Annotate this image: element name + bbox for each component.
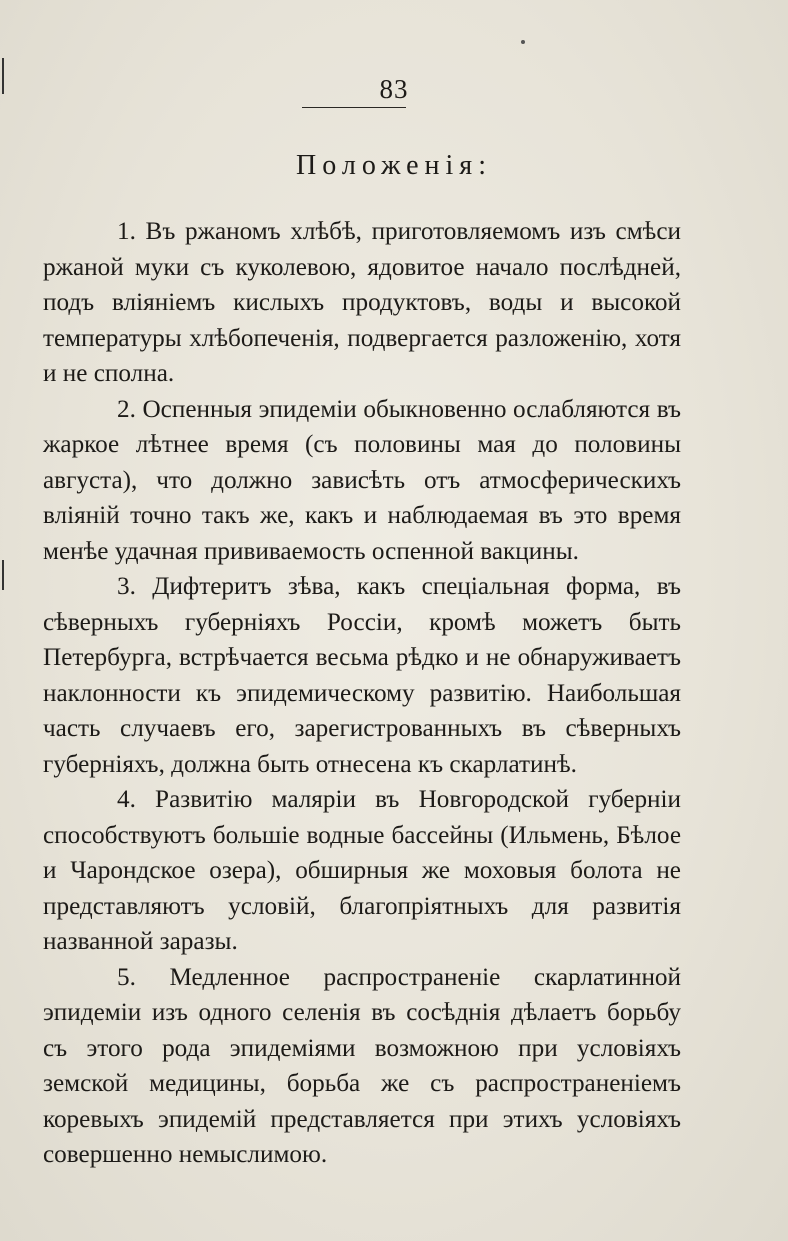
- thesis-paragraph-1: 1. Въ ржаномъ хлѣбѣ, приготовляемомъ изъ смѣси ржаной муки съ куколевою, ядовитое начало послѣдней, подъ вліяніемъ кислыхъ продуктовъ, воды и высокой температуры хлѣбопеченія, подвергается разложенію, хотя и не сполна.: [43, 218, 681, 387]
- thesis-paragraph-3: 3. Дифтеритъ зѣва, какъ спеціальная форма, въ сѣверныхъ губерніяхъ Россіи, кромѣ можетъ быть Петербурга, встрѣчается весьма рѣдко и не обнаруживаетъ наклонности къ эпидемическому развитію. Наибольшая часть случаевъ его, зарегистрованныхъ въ сѣверныхъ губерніяхъ, должна быть отнесена къ скарлатинѣ.: [43, 573, 681, 778]
- ink-speck: [521, 40, 525, 44]
- page-number: 83: [379, 74, 409, 104]
- theses-body: [43, 214, 681, 1173]
- binding-edge-mark: [2, 560, 4, 590]
- thesis-paragraph-5: 5. Медленное распространеніе скарлатинной эпидеміи изъ одного селенія въ сосѣднія дѣлаетъ борьбу съ этого рода эпидеміями возможною при условіяхъ земской медицины, борьба же съ распространеніемъ коревыхъ эпидемій представляется при этихъ условіяхъ совершенно немыслимою.: [43, 963, 681, 1168]
- thesis-paragraph-4: 4. Развитію маляріи въ Новгородской губерніи способствуютъ большіе водные бассейны (Ильмень, Бѣлое и Чарондское озера), обширныя же моховыя болота не представляютъ условій, благопріятныхъ для развитія названной заразы.: [43, 786, 681, 955]
- section-heading: Положенія:: [296, 150, 492, 181]
- thesis-paragraph-2: 2. Оспенныя эпидеміи обыкновенно ослабляются въ жаркое лѣтнее время (съ половины мая до половины августа), что должно зависѣть отъ атмосферическихъ вліяній точно такъ же, какъ и наблюдаемая въ это время менѣе удачная прививаемость оспенной вакцины.: [43, 395, 681, 565]
- page-number-rule: [302, 107, 406, 108]
